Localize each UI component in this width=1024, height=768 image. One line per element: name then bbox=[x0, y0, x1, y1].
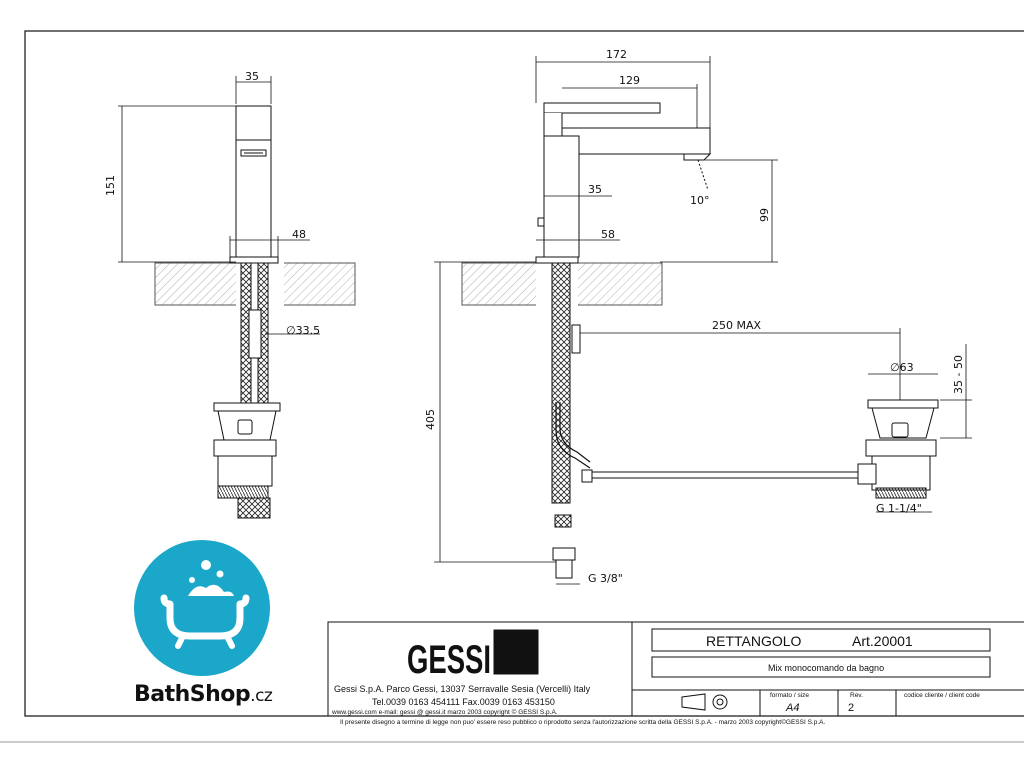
gessi-logo: GESSI bbox=[407, 638, 491, 682]
dim-front-hose-length: 405 bbox=[424, 409, 437, 430]
front-tap-body bbox=[544, 136, 579, 257]
front-waste-flange bbox=[868, 400, 938, 408]
format-label: formato / size bbox=[770, 692, 810, 699]
footer-notice: Il presente disegno a termine di legge non puo' essere reso pubblico o riprodotto senza l'autorizzazione scritta della GESSI S.p.A. - marzo 2003 copyright©GESSI S.p.A. bbox=[340, 719, 826, 726]
dim-waste-thread: G 1-1/4" bbox=[876, 502, 922, 515]
rev-value: 2 bbox=[848, 702, 855, 714]
company-web: www.gessi.com e-mail: gessi @ gessi.it marzo 2003 copyright © GESSI S.p.A. bbox=[332, 709, 558, 716]
product-description: Mix monocomando da bagno bbox=[768, 663, 885, 673]
dim-side-width-top: 35 bbox=[245, 70, 259, 83]
front-view bbox=[462, 103, 938, 578]
dim-front-spout-height: 99 bbox=[758, 208, 771, 222]
dim-waste-distance: 250 MAX bbox=[712, 319, 762, 332]
dim-front-base-width: 58 bbox=[601, 228, 615, 241]
dim-side-height: 151 bbox=[104, 175, 117, 196]
company-address: Gessi S.p.A. Parco Gessi, 13037 Serravalle Sesia (Vercelli) Italy bbox=[334, 684, 591, 694]
side-base bbox=[230, 257, 278, 263]
bathshop-wordmark bbox=[134, 682, 284, 707]
article-number: Art.20001 bbox=[852, 633, 913, 649]
dim-waste-dia: ∅63 bbox=[890, 361, 914, 374]
rev-label: Rev. bbox=[850, 692, 863, 699]
front-base bbox=[536, 257, 578, 263]
dim-front-spout-reach: 129 bbox=[619, 74, 640, 87]
bathshop-tld: .cz bbox=[250, 686, 273, 706]
front-waste-body bbox=[866, 440, 936, 456]
format-value: A4 bbox=[786, 702, 800, 714]
dim-front-total-width: 172 bbox=[606, 48, 627, 61]
dim-side-shank-dia: ∅33.5 bbox=[286, 324, 321, 337]
client-code-label: codice cliente / client code bbox=[904, 692, 980, 699]
side-waste-flange bbox=[214, 403, 280, 411]
bathtub-icon bbox=[134, 540, 270, 676]
dim-front-angle: 10° bbox=[690, 194, 710, 207]
bathshop-logo[interactable] bbox=[134, 540, 273, 710]
front-spout bbox=[562, 128, 710, 154]
front-hose-fitting bbox=[553, 548, 575, 560]
dim-front-body-width: 35 bbox=[588, 183, 602, 196]
front-lever bbox=[544, 103, 660, 113]
gessi-logo-square bbox=[494, 630, 538, 674]
dim-side-base-width: 48 bbox=[292, 228, 306, 241]
dim-hose-thread: G 3/8" bbox=[588, 572, 623, 585]
bathshop-brand: BathShop bbox=[134, 682, 251, 707]
side-shank bbox=[249, 310, 261, 358]
side-waste-body bbox=[214, 440, 276, 456]
company-contacts: Tel.0039 0163 454111 Fax.0039 0163 453150 bbox=[372, 697, 555, 707]
side-tap-body bbox=[236, 106, 271, 257]
front-waste-thread bbox=[876, 488, 926, 498]
product-name: RETTANGOLO bbox=[706, 633, 802, 649]
side-waste-thread bbox=[218, 486, 268, 498]
dim-waste-range: 35 - 50 bbox=[952, 355, 965, 394]
side-view bbox=[155, 106, 355, 518]
front-hose bbox=[552, 263, 570, 503]
